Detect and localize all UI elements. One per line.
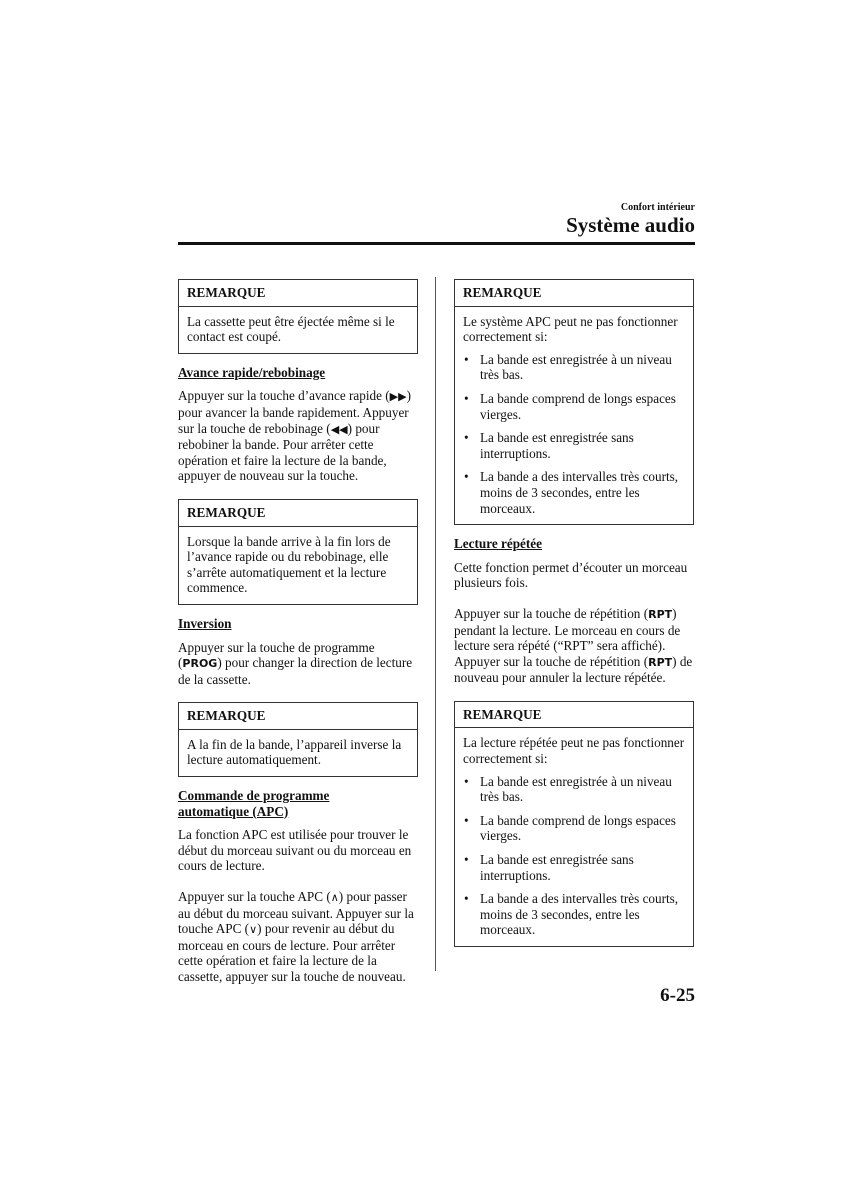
paragraph-apc-intro: La fonction APC est utilisée pour trouver le début du morceau suivant ou du morceau en cours de lecture. <box>178 827 412 874</box>
note-heading: REMARQUE <box>179 280 417 307</box>
page-title: Système audio <box>566 213 695 237</box>
right-column <box>454 279 694 958</box>
rewind-icon: ◀◀ <box>330 422 348 436</box>
bullet-icon: • <box>464 773 469 789</box>
bullet-list <box>463 774 685 938</box>
chevron-up-icon: ∧ <box>330 891 339 905</box>
list-item: • La bande est enregistrée à un niveau très bas. <box>464 351 672 383</box>
chevron-down-icon: ∨ <box>249 923 258 937</box>
note-box-cassette-eject <box>178 279 418 354</box>
heading-fast-forward-rewind: Avance rapide/rebobinage <box>178 364 326 380</box>
paragraph-inversion: Appuyer sur la touche de programme (PROG) pour changer la direction de lecture de la cassette. <box>178 639 413 687</box>
paragraph-repeat-intro: Cette fonction permet d’écouter un morceau plusieurs fois. <box>454 559 688 591</box>
list-item: • La bande est enregistrée sans interruptions. <box>464 430 634 461</box>
note-box-repeat-limits <box>454 701 694 947</box>
heading-inversion: Inversion <box>178 615 232 631</box>
left-column <box>178 279 418 1000</box>
title-rule <box>178 242 695 245</box>
bullet-icon: • <box>464 469 469 485</box>
list-item: • La bande comprend de longs espaces vierges. <box>464 812 676 844</box>
note-text: Lorsque la bande arrive à la fin lors de l’avance rapide ou du rebobinage, elle s’arrête automatiquement et la lecture commence. <box>187 533 391 596</box>
bullet-list <box>463 352 685 516</box>
fast-forward-icon: ▶▶ <box>389 390 407 404</box>
bullet-icon: • <box>464 852 469 868</box>
paragraph-apc-usage: Appuyer sur la touche APC (∧) pour passer au début du morceau suivant. Appuyer sur la touche APC (∨) pour revenir au début du morceau en cours de lecture. Pour arrêter cette opération et faire la lecture de la cassette, appuyer sur la touche de nouveau. <box>178 889 414 984</box>
section-label: Confort intérieur <box>620 202 695 213</box>
note-text: La lecture répétée peut ne pas fonctionner correctement si: <box>463 735 685 767</box>
list-item: • La bande comprend de longs espaces vierges. <box>464 390 676 422</box>
page-number: 6-25 <box>660 985 695 1006</box>
note-box-apc-limits <box>454 279 694 525</box>
note-box-tape-end <box>178 499 418 605</box>
paragraph-fast-forward-rewind: Appuyer sur la touche d’avance rapide (▶▶) pour avancer la bande rapidement. Appuyer sur la touche de rebobinage (◀◀) pour rebobiner la bande. Pour arrêter cette opération et faire la lecture de la bande, appuyer de nouveau sur la touche. <box>178 388 411 484</box>
note-heading: REMARQUE <box>455 702 693 729</box>
note-text: Le système APC peut ne pas fonctionner correctement si: <box>463 313 678 345</box>
note-heading: REMARQUE <box>179 703 417 730</box>
rpt-key-label: RPT <box>648 607 673 621</box>
note-text: La cassette peut être éjectée même si le contact est coupé. <box>187 313 395 345</box>
list-item: • La bande est enregistrée à un niveau très bas. <box>464 773 672 805</box>
rpt-key-label: RPT <box>648 655 673 669</box>
list-item: • La bande a des intervalles très courts, moins de 3 secondes, entre les morceaux. <box>464 891 679 938</box>
bullet-icon: • <box>464 812 469 828</box>
heading-apc: Commande de programme automatique (APC) <box>178 788 330 819</box>
note-heading: REMARQUE <box>179 500 417 527</box>
bullet-icon: • <box>464 351 469 367</box>
prog-key-label: PROG <box>182 657 218 671</box>
paragraph-repeat-usage: Appuyer sur la touche de répétition (RPT) pendant la lecture. Le morceau en cours de lecture sera répété (“RPT” sera affiché). Appuyer sur la touche de répétition (RPT) de nouveau pour annuler la lecture répétée. <box>454 605 693 686</box>
note-box-auto-reverse <box>178 702 418 777</box>
bullet-icon: • <box>464 891 469 907</box>
heading-repeat-play: Lecture répétée <box>454 536 542 552</box>
list-item: • La bande a des intervalles très courts, moins de 3 secondes, entre les morceaux. <box>464 469 679 516</box>
column-divider <box>435 277 436 971</box>
note-heading: REMARQUE <box>455 280 693 307</box>
bullet-icon: • <box>464 430 469 446</box>
list-item: • La bande est enregistrée sans interruptions. <box>464 852 634 883</box>
bullet-icon: • <box>464 390 469 406</box>
note-text: A la fin de la bande, l’appareil inverse la lecture automatiquement. <box>187 736 402 768</box>
